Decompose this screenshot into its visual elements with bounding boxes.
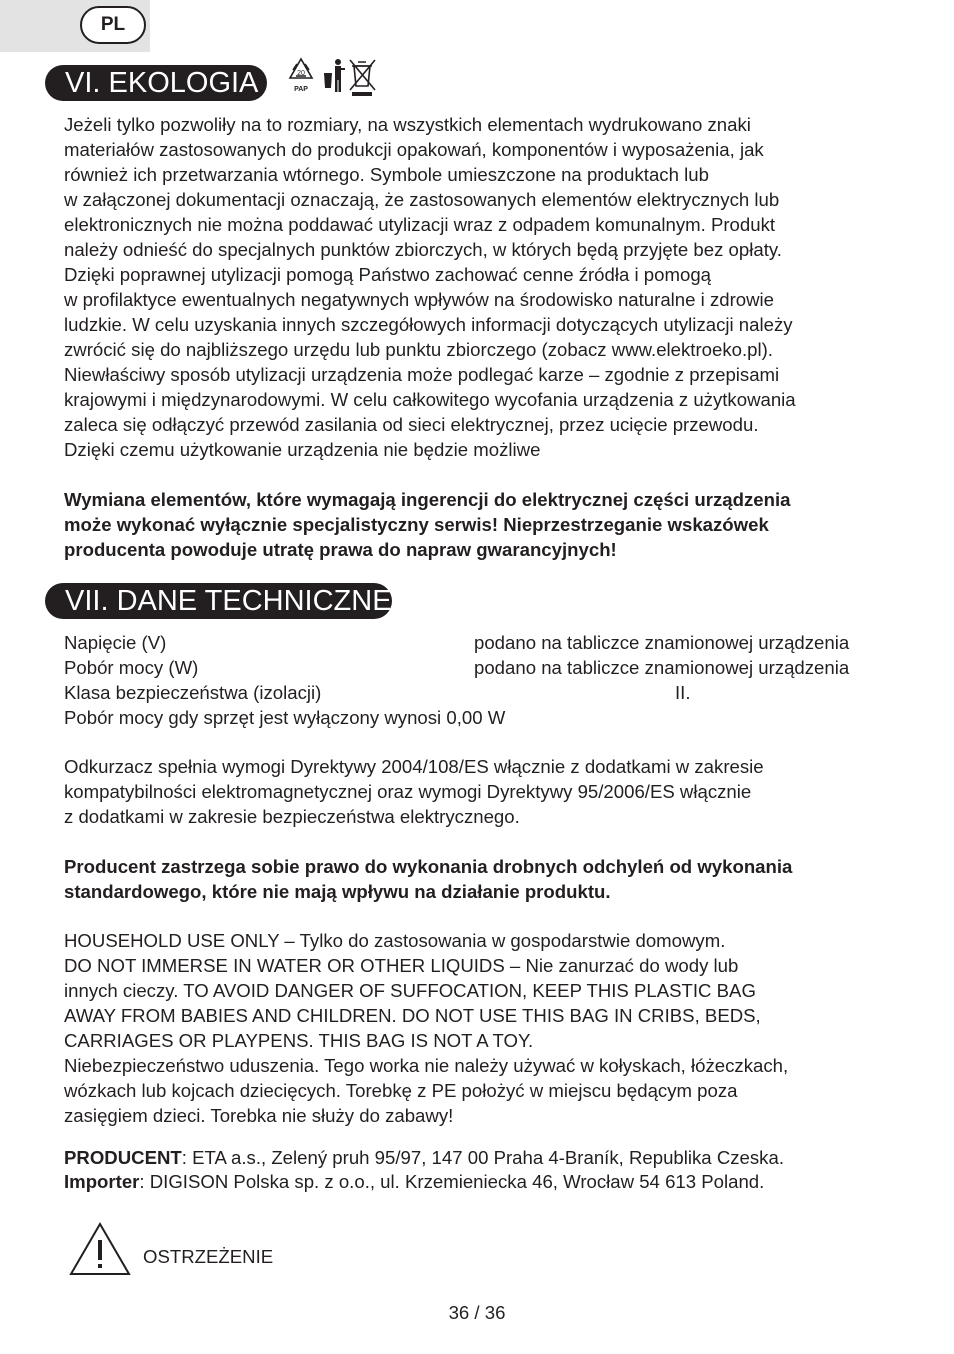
producer-text: : ETA a.s., Zelený pruh 95/97, 147 00 Praha 4-Braník, Republika Czeska.	[181, 1147, 784, 1168]
manufacturer-note-paragraph: Producent zastrzega sobie prawo do wykonania drobnych odchyleń od wykonania standardowego, które nie mają wpływu na działanie produktu.	[64, 856, 793, 902]
warning-label: OSTRZEŻENIE	[143, 1246, 274, 1267]
spec-value: podano na tabliczce znamionowej urządzenia	[474, 632, 850, 653]
spec-row-power	[64, 655, 894, 680]
importer-text: : DIGISON Polska sp. z o.o., ul. Krzemieniecka 46, Wrocław 54 613 Poland.	[139, 1171, 765, 1192]
ecology-paragraph: Jeżeli tylko pozwoliły na to rozmiary, na wszystkich elementach wydrukowano znaki materiałów zastosowanych do produkcji opakowań, komponentów i wyposażenia, jak również ich przetwarzania wtórnego. Symbole umieszczone na produktach lub w załączonej dokumentacji oznaczają, że zastosowanych elementów elektrycznych lub elektronicznych nie można poddawać utylizacji wraz z odpadem komunalnym. Produkt należy odnieść do specjalnych punktów zbiorczych, w których będą przyjęte bez opłaty. Dzięki poprawnej utylizacji pomogą Państwo zachować cenne źródła i pomogą w profilaktyce ewentualnych negatywnych wpływów na środowisko naturalne i zdrowie ludzkie. W celu uzyskania innych szczegółowych informacji dotyczących utylizacji należy zwrócić się do najbliższego urzędu lub punktu zbiorczego (zobacz www.elektroeko.pl). Niewłaściwy sposób utylizacji urządzenia może podlegać karze – zgodnie z przepisami krajowymi i międzynarodowymi. W celu całkowitego wycofania urządzenia z użytkowania zaleca się odłączyć przewód zasilania od sieci elektrycznej, przez ucięcie przewodu. Dzięki czemu użytkowanie urządzenia nie będzie możliwe	[64, 114, 796, 460]
spec-value: II.	[675, 682, 691, 703]
standby-power-text: Pobór mocy gdy sprzęt jest wyłączony wynosi 0,00 W	[64, 707, 506, 728]
spec-row-voltage	[64, 630, 894, 655]
recycle-code: 20	[297, 70, 305, 77]
importer-label: Importer	[64, 1171, 140, 1192]
page-number: 36 / 36	[448, 1302, 506, 1323]
safety-warnings-paragraph: HOUSEHOLD USE ONLY – Tylko do zastosowania w gospodarstwie domowym. DO NOT IMMERSE IN WATER OR OTHER LIQUIDS – Nie zanurzać do wody lub innych cieczy. TO AVOID DANGER OF SUFFOCATION, KEEP THIS PLASTIC BAG AWAY FROM BABIES AND CHILDREN. DO NOT USE THIS BAG IN CRIBS, BEDS, CARRIAGES OR PLAYPENS. THIS BAG IS NOT A TOY. Niebezpieczeństwo uduszenia. Tego worka nie należy używać w kołyskach, łóżeczkach, wózkach lub kojcach dziecięcych. Torebkę z PE położyć w miejscu będącym poza zasięgiem dzieci. Torebka nie służy do zabawy!	[64, 930, 789, 1126]
spec-label: Pobór mocy (W)	[64, 657, 199, 678]
section-title-ecology: VI. EKOLOGIA	[45, 65, 267, 101]
recycle-label: PAP	[294, 86, 308, 93]
ecology-warning-paragraph: Wymiana elementów, które wymagają ingerencji do elektrycznej części urządzenia może wykonać wyłącznie specjalistyczny serwis! Nieprzestrzeganie wskazówek producenta powoduje utratę prawa do napraw gwarancyjnych!	[64, 489, 791, 560]
importer-line	[64, 1169, 764, 1194]
tidyman-icon	[324, 59, 345, 92]
warning-triangle-icon	[69, 1222, 131, 1276]
producer-label: PRODUCENT	[64, 1147, 182, 1168]
spec-row-safety-class	[64, 680, 894, 705]
spec-label: Napięcie (V)	[64, 632, 167, 653]
directives-paragraph: Odkurzacz spełnia wymogi Dyrektywy 2004/108/ES włącznie z dodatkami w zakresie kompatybilności elektromagnetycznej oraz wymogi Dyrektywy 95/2006/ES włącznie z dodatkami w zakresie bezpieczeństwa elektrycznego.	[64, 756, 764, 827]
section-title-technical: VII. DANE TECHNICZNE	[45, 583, 392, 619]
recycling-symbols-icon	[286, 56, 382, 98]
spec-label: Klasa bezpieczeństwa (izolacji)	[64, 682, 322, 703]
spec-value: podano na tabliczce znamionowej urządzenia	[474, 657, 850, 678]
language-badge: PL	[80, 6, 146, 44]
producer-line	[64, 1145, 784, 1170]
crossed-bin-icon	[350, 60, 375, 96]
